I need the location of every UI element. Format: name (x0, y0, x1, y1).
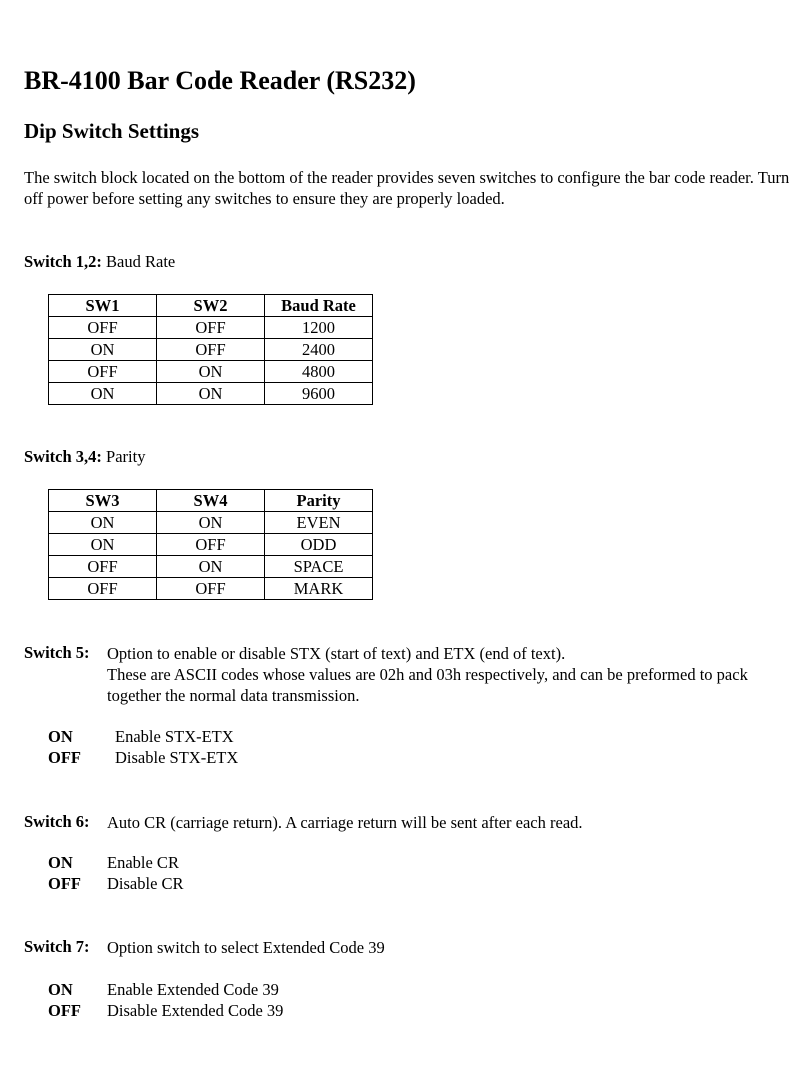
off-text: Disable CR (107, 874, 184, 893)
table-header-row (49, 295, 373, 317)
table-cell: ON (49, 339, 157, 361)
table-header-cell: SW4 (157, 490, 265, 512)
switch-7-description: Option switch to select Extended Code 39 (107, 938, 385, 957)
table-cell: OFF (157, 578, 265, 600)
table-cell: OFF (157, 534, 265, 556)
table-header-cell: Baud Rate (265, 295, 373, 317)
table-cell: ON (157, 556, 265, 578)
switch-7-off-option (48, 1001, 348, 1022)
switch-1-2-label: Switch 1,2: (24, 252, 102, 271)
table-row (49, 578, 373, 600)
table-cell: OFF (49, 578, 157, 600)
table-cell: OFF (49, 317, 157, 339)
table-row (49, 556, 373, 578)
switch-7-on-option (48, 980, 348, 1001)
table-cell: ON (157, 361, 265, 383)
table-cell: MARK (265, 578, 373, 600)
off-key: OFF (48, 748, 81, 767)
on-key: ON (48, 853, 73, 872)
switch-6-on-option (48, 853, 348, 874)
on-key: ON (48, 980, 73, 999)
on-text: Enable Extended Code 39 (107, 980, 279, 999)
table-header-row (49, 490, 373, 512)
switch-7-label: Switch 7: (24, 937, 90, 956)
off-key: OFF (48, 1001, 81, 1020)
table-cell: 1200 (265, 317, 373, 339)
switch-5-label: Switch 5: (24, 643, 90, 662)
switch-1-2-name: Baud Rate (106, 252, 176, 271)
switch-6-description: Auto CR (carriage return). A carriage return will be sent after each read. (107, 813, 583, 832)
switch-5-description (107, 643, 797, 706)
table-row (49, 339, 373, 361)
table-header-cell: SW3 (49, 490, 157, 512)
table-cell: SPACE (265, 556, 373, 578)
table-cell: ON (49, 512, 157, 534)
table-cell: EVEN (265, 512, 373, 534)
switch-6-label: Switch 6: (24, 812, 90, 831)
table-header-cell: Parity (265, 490, 373, 512)
off-text: Disable STX-ETX (115, 748, 239, 767)
off-text: Disable Extended Code 39 (107, 1001, 284, 1020)
table-cell: 2400 (265, 339, 373, 361)
baud-rate-table (48, 294, 373, 405)
switch-5-off-option (48, 748, 348, 769)
table-cell: OFF (49, 361, 157, 383)
intro-paragraph: The switch block located on the bottom of the reader provides seven switches to configure the bar code reader. Turn off power before setting any switches to ensure they are properly loaded. (24, 168, 790, 208)
switch-3-4-label: Switch 3,4: (24, 447, 102, 466)
table-cell: 9600 (265, 383, 373, 405)
table-row (49, 361, 373, 383)
table-header-cell: SW2 (157, 295, 265, 317)
switch-3-4-name: Parity (106, 447, 146, 466)
switch-1-2-heading (24, 252, 175, 272)
switch-7-heading (24, 937, 90, 957)
switch-3-4-heading (24, 447, 145, 467)
switch-5-desc-line-1: Option to enable or disable STX (start of text) and ETX (end of text). (107, 644, 566, 663)
on-key: ON (48, 727, 73, 746)
switch-5-heading (24, 643, 90, 663)
switch-5-desc-line-2: These are ASCII codes whose values are 02h and 03h respectively, and can be preformed to pack together the normal data transmission. (107, 665, 748, 705)
page-title: BR-4100 Bar Code Reader (RS232) (24, 66, 416, 95)
switch-5-on-option (48, 727, 348, 748)
table-cell: OFF (157, 339, 265, 361)
table-row (49, 512, 373, 534)
table-cell: ON (157, 383, 265, 405)
table-cell: 4800 (265, 361, 373, 383)
table-cell: ON (49, 383, 157, 405)
switch-6-off-option (48, 874, 348, 895)
table-row (49, 534, 373, 556)
on-text: Enable CR (107, 853, 179, 872)
on-text: Enable STX-ETX (115, 727, 234, 746)
parity-table (48, 489, 373, 600)
table-cell: ON (157, 512, 265, 534)
table-cell: ODD (265, 534, 373, 556)
table-row (49, 317, 373, 339)
table-cell: ON (49, 534, 157, 556)
switch-6-heading (24, 812, 90, 832)
table-cell: OFF (157, 317, 265, 339)
table-row (49, 383, 373, 405)
table-header-cell: SW1 (49, 295, 157, 317)
section-title: Dip Switch Settings (24, 119, 200, 143)
off-key: OFF (48, 874, 81, 893)
table-cell: OFF (49, 556, 157, 578)
